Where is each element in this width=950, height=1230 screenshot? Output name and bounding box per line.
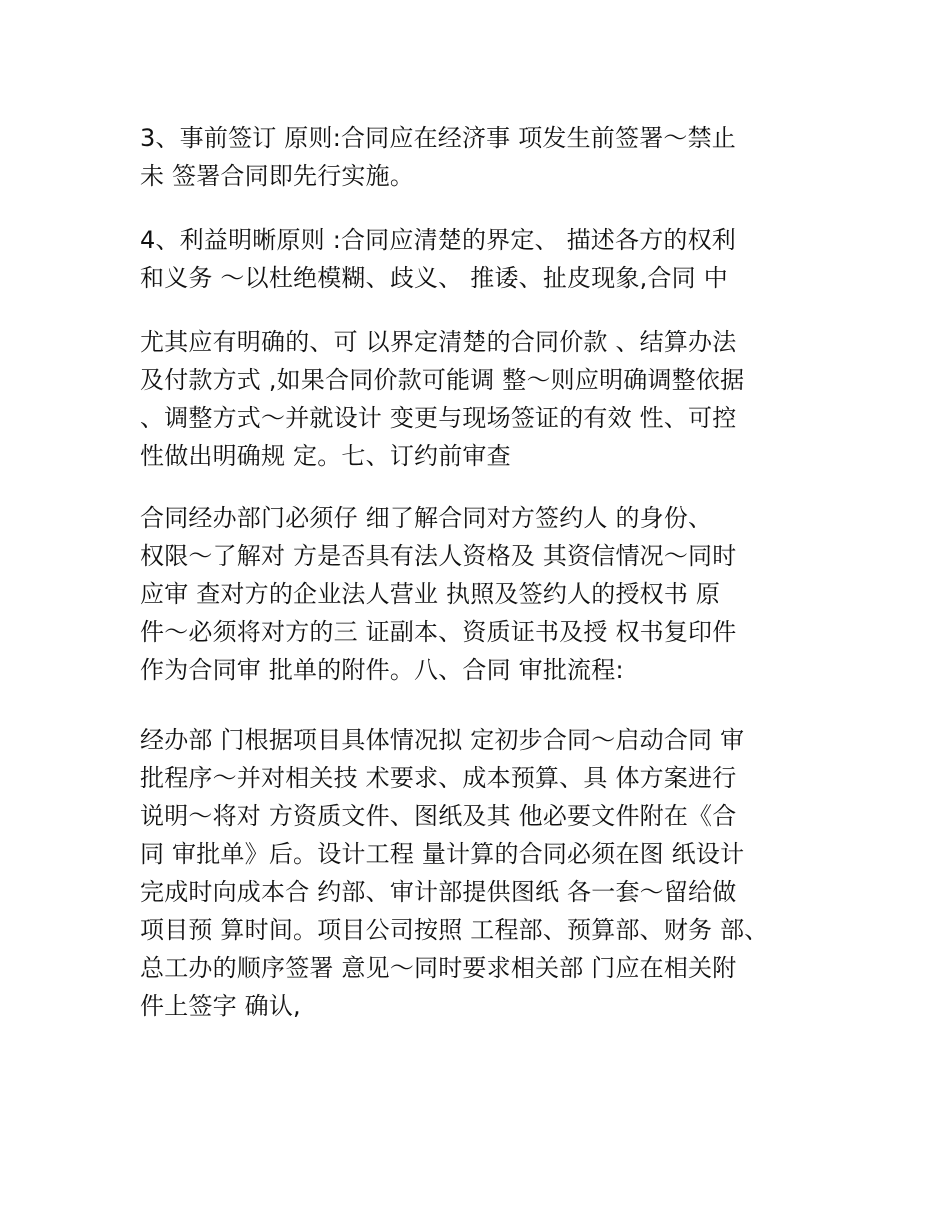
text-line: 应审 查对方的企业法人营业 执照及签约人的授权书 原 (140, 580, 721, 608)
paragraph-approval-process (140, 721, 820, 1025)
text-line: 3、事前签订 原则:合同应在经济事 项发生前签署～禁止 (140, 124, 737, 152)
text-line: 总工办的顺序签署 意见～同时要求相关部 门应在相关附 (140, 954, 737, 982)
text-line: 完成时向成本合 约部、审计部提供图纸 各一套～留给做 (140, 878, 737, 906)
paragraph-pre-contract-review (140, 499, 820, 689)
text-line: 性做出明确规 定。七、订约前审查 (140, 442, 511, 470)
paragraph-contract-price (140, 323, 820, 475)
paragraph-signing-principle (140, 119, 820, 195)
text-line: 同 审批单》后。设计工程 量计算的合同必须在图 纸设计 (140, 840, 745, 868)
text-line: 说明～将对 方资质文件、图纸及其 他必要文件附在《合 (140, 802, 737, 830)
text-line: 尤其应有明确的、可 以界定清楚的合同价款 、结算办法 (140, 328, 737, 356)
text-line: 4、利益明晰原则 :合同应清楚的界定、 描述各方的权利 (140, 226, 737, 254)
text-line: 和义务 ～以杜绝模糊、歧义、 推诿、扯皮现象,合同 中 (140, 264, 728, 292)
text-line: 及付款方式 ,如果合同价款可能调 整～则应明确调整依据 (140, 366, 745, 394)
text-line: 作为合同审 批单的附件。八、合同 审批流程: (140, 656, 624, 684)
text-line: 项目预 算时间。项目公司按照 工程部、预算部、财务 部、 (140, 916, 769, 944)
text-line: 未 签署合同即先行实施。 (140, 162, 415, 190)
text-line: 权限～了解对 方是否具有法人资格及 其资信情况～同时 (140, 542, 737, 570)
text-line: 经办部 门根据项目具体情况拟 定初步合同～启动合同 审 (140, 726, 745, 754)
text-line: 、调整方式～并就设计 变更与现场签证的有效 性、可控 (140, 404, 737, 432)
text-line: 件～必须将对方的三 证副本、资质证书及授 权书复印件 (140, 618, 737, 646)
text-line: 批程序～并对相关技 术要求、成本预算、具 体方案进行 (140, 764, 737, 792)
text-line: 合同经办部门必须仔 细了解合同对方签约人 的身份、 (140, 504, 713, 532)
text-line: 件上签字 确认, (140, 992, 301, 1020)
paragraph-interest-principle (140, 221, 820, 297)
